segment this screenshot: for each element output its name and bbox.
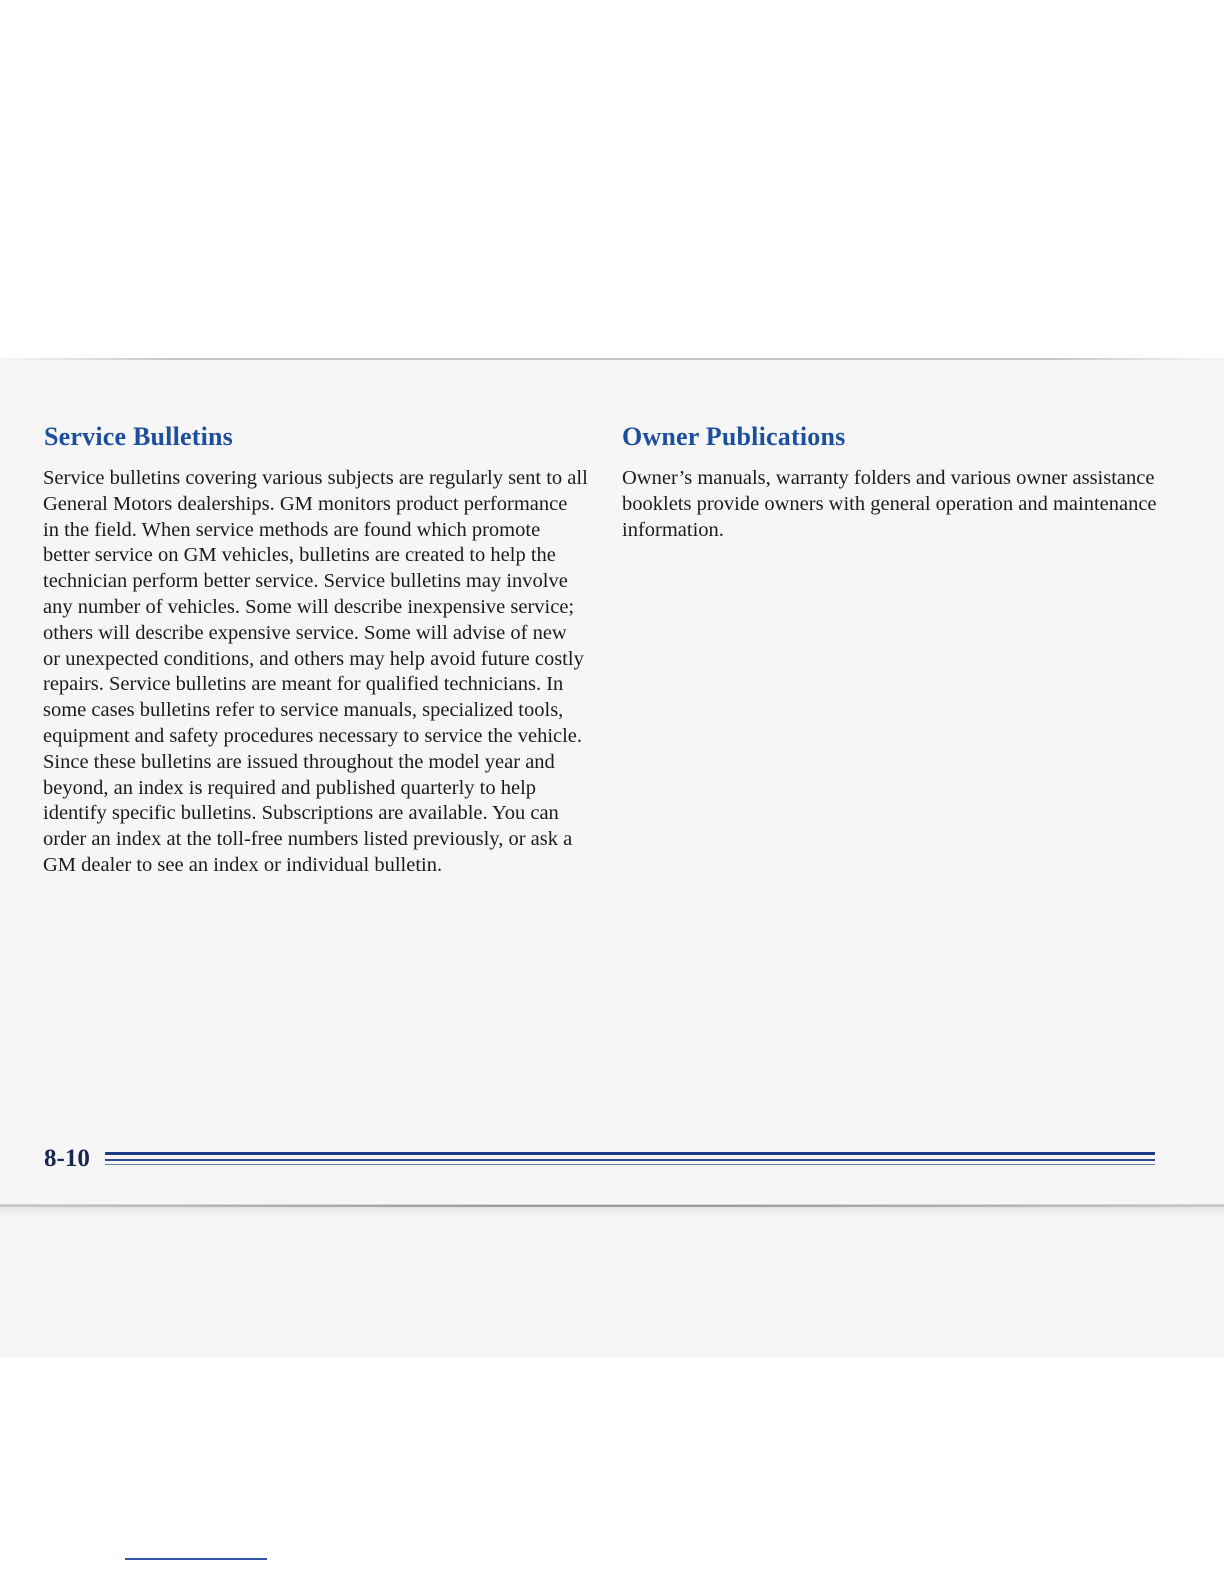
page-number: 8-10 [44,1145,90,1172]
scan-fold-line [0,1205,1224,1207]
scan-top-edge [0,358,1224,360]
service-bulletins-heading: Service Bulletins [44,422,233,451]
service-bulletins-paragraph: Service bulletins covering various subjects are regularly sent to all General Motors dealerships. GM monitors product performance in the field. When service methods are found which promote better service on GM vehicles, bulletins are created to help the technician perform better service. Service bulletins may involve any number of vehicles. Some will describe inexpensive service; others will describe expensive service. Some will advise of new or unexpected conditions, and others may help avoid future costly repairs. Service bulletins are meant for qualified technicians. In some cases bulletins refer to service manuals, specialized tools, equipment and safety procedures necessary to service the vehicle. Since these bulletins are issued throughout the model year and beyond, an index is required and published quarterly to help identify specific bulletins. Subscriptions are available. You can order an index at the toll-free numbers listed previously, or ask a GM dealer to see an index or individual bulletin. [43,467,588,876]
owner-publications-heading: Owner Publications [622,422,846,451]
owner-publications-paragraph: Owner’s manuals, warranty folders and various owner assistance booklets provide owners with general operation and maintenance information. [622,467,1157,541]
bottom-edge-mark [125,1558,267,1560]
footer-rule [105,1152,1155,1168]
